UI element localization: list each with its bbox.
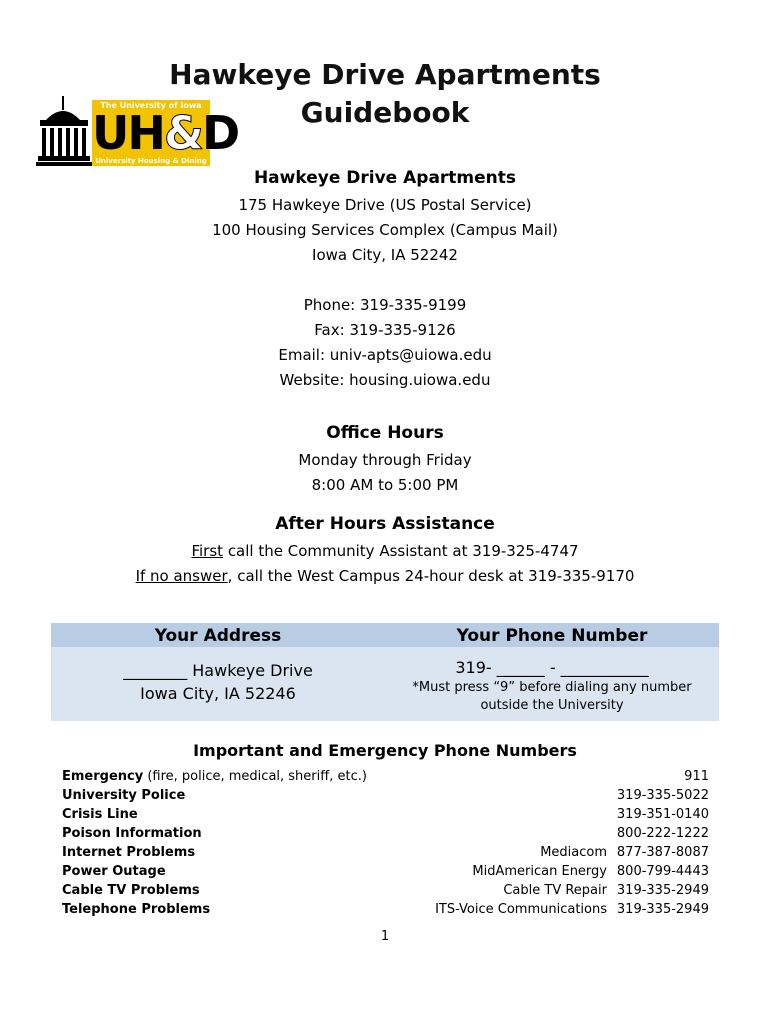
phone-row-telephone-problems <box>62 900 709 919</box>
phone-row-label: Telephone Problems <box>62 902 211 917</box>
phone-row-label: Poison Information <box>62 826 202 841</box>
phone-row-emergency <box>62 767 709 786</box>
phone-row-number: 319-351-0140 <box>616 807 709 822</box>
contact-email: Email: univ-apts@uiowa.edu <box>278 346 492 364</box>
phone-row-label: Internet Problems <box>62 845 196 860</box>
address-line-2: 100 Housing Services Complex (Campus Mail) <box>212 221 558 239</box>
your-address-line-1: ________ Hawkeye Drive <box>123 661 313 680</box>
phone-row-number: 319-335-2949 <box>616 883 709 898</box>
phone-note-line-2: outside the University <box>480 698 624 713</box>
uhd-logo <box>36 92 239 174</box>
logo-top-text: The University of Iowa <box>100 101 202 110</box>
address-city: Iowa City, IA 52242 <box>312 246 458 264</box>
page-title-line1: Hawkeye Drive Apartments <box>169 58 601 91</box>
logo-main-text <box>92 106 239 160</box>
after-hours-no-answer-rest: , call the West Campus 24-hour desk at 319-335-9170 <box>227 567 635 585</box>
logo-letters-uh: UH <box>92 106 164 160</box>
phone-row-provider: MidAmerican Energy <box>472 864 607 879</box>
after-hours-first: First <box>191 542 224 560</box>
phone-note-line-1: *Must press “9” before dialing any number <box>412 680 692 695</box>
phone-row-number: 800-799-4443 <box>616 864 709 879</box>
phone-row-crisis-line <box>62 805 709 824</box>
after-hours-line-1 <box>0 541 770 561</box>
logo-letter-d: D <box>201 106 239 160</box>
contact-fax: Fax: 319-335-9126 <box>314 321 456 339</box>
after-hours-first-rest: call the Community Assistant at 319-325-4747 <box>223 542 579 560</box>
phone-row-provider: Cable TV Repair <box>503 883 607 898</box>
office-hours-heading: Office Hours <box>326 423 444 443</box>
address-line-1: 175 Hawkeye Drive (US Postal Service) <box>238 196 532 214</box>
phone-row-number: 319-335-2949 <box>616 902 709 917</box>
phone-row-label: University Police <box>62 788 186 803</box>
after-hours-if-no-answer: If no answer <box>135 567 228 585</box>
page-number: 1 <box>380 929 390 944</box>
phone-row-cable-tv-problems <box>62 881 709 900</box>
phone-row-label: Emergency (fire, police, medical, sheriff, etc.) <box>62 769 367 784</box>
page-title-line2: Guidebook <box>300 96 470 129</box>
emergency-heading: Important and Emergency Phone Numbers <box>193 741 577 760</box>
phone-row-label: Power Outage <box>62 864 166 879</box>
your-phone-number: 319- ______ - ___________ <box>455 658 649 677</box>
logo-ampersand: & <box>163 106 202 160</box>
phone-row-power-outage <box>62 862 709 881</box>
contact-phone: Phone: 319-335-9199 <box>303 296 467 314</box>
phone-row-poison-information <box>62 824 709 843</box>
info-table-header <box>51 623 719 647</box>
your-address-line-2: Iowa City, IA 52246 <box>140 684 296 703</box>
phone-row-label: Cable TV Problems <box>62 883 200 898</box>
phone-row-number: 319-335-5022 <box>616 788 709 803</box>
phone-row-number: 800-222-1222 <box>616 826 709 841</box>
phone-row-provider: Mediacom <box>540 845 607 860</box>
office-hours-time: 8:00 AM to 5:00 PM <box>311 476 459 494</box>
after-hours-heading: After Hours Assistance <box>275 514 495 534</box>
office-hours-days: Monday through Friday <box>298 451 472 469</box>
contact-heading: Hawkeye Drive Apartments <box>253 168 517 188</box>
phone-row-internet-problems <box>62 843 709 862</box>
phone-row-label: Crisis Line <box>62 807 138 822</box>
phone-row-provider: ITS-Voice Communications <box>435 902 607 917</box>
logo-bottom-text: University Housing & Dining <box>95 157 207 165</box>
phone-row-number: 911 <box>684 769 709 784</box>
phone-column-header: Your Phone Number <box>456 626 648 646</box>
address-column-header: Your Address <box>154 626 282 646</box>
info-table <box>51 623 719 721</box>
phone-row-number: 877-387-8087 <box>616 845 709 860</box>
contact-website: Website: housing.uiowa.edu <box>279 371 491 389</box>
after-hours-line-2 <box>0 566 770 586</box>
phone-row-university-police <box>62 786 709 805</box>
